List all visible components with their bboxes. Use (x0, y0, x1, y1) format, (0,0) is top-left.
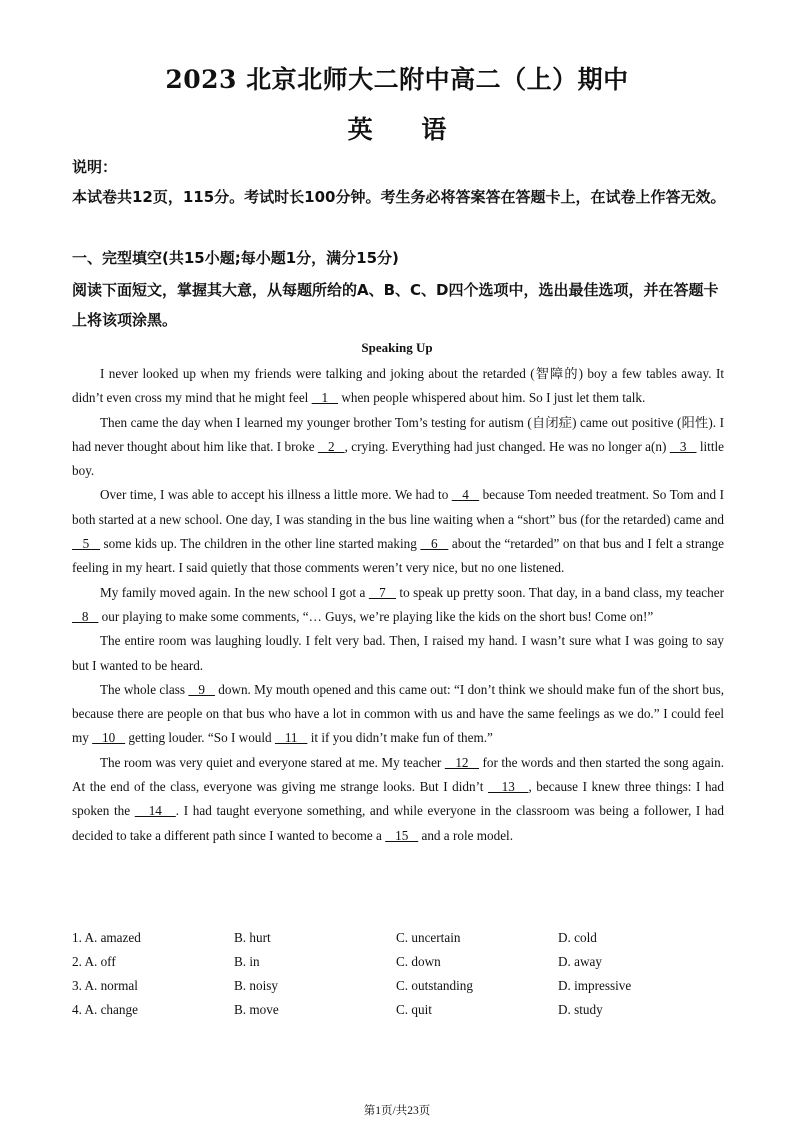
passage-title: Speaking Up (361, 340, 433, 355)
paragraph-1 (72, 362, 724, 411)
option-2d: D. away (558, 954, 602, 969)
option-4a: 4. A. change (72, 1002, 138, 1017)
option-3a: 3. A. normal (72, 978, 138, 993)
blank-13: 13 (487, 779, 529, 795)
notes-text: 本试卷共12页，115分。考试时长100分钟。考生务必将答案答在答题卡上，在试卷上作答无效。 (72, 188, 726, 206)
subject-title: 英 语 (347, 115, 447, 144)
answer-options (72, 926, 724, 1022)
option-2a: 2. A. off (72, 954, 116, 969)
blank-3: 3 (669, 438, 697, 454)
paragraph-4 (72, 581, 724, 630)
text-run: , because I knew three things: I had spoken the (72, 779, 724, 819)
exam-title: 2023 北京北师大二附中高二（上）期中 (165, 65, 629, 94)
paragraph-5 (72, 629, 724, 678)
text-run: for the words and then started the song again. At the end of the class, everyone was giving me strange looks. But I didn’t (72, 754, 724, 795)
blank-10: 10 (92, 730, 126, 746)
option-3d: D. impressive (558, 978, 632, 993)
text-run: getting louder. “So I would (125, 730, 275, 746)
paragraph-2 (72, 411, 724, 484)
text-run: it if you didn’t make fun of them.” (307, 730, 493, 746)
passage-body (72, 362, 724, 848)
blank-15: 15 (385, 827, 419, 843)
text-run: The whole class (100, 681, 189, 697)
option-4c: C. quit (396, 1002, 432, 1017)
text-run: when people whispered about him. So I just let them talk. (338, 390, 646, 406)
option-row-1 (72, 926, 724, 950)
blank-14: 14 (134, 803, 176, 819)
text-run: because Tom needed treatment. So Tom and I both started at a new school. One day, I was standing in the bus line waiting when a “short” bus (for the retarded) came and (72, 487, 724, 527)
blank-11: 11 (274, 730, 308, 746)
blank-5: 5 (72, 536, 100, 552)
paragraph-7 (72, 751, 724, 848)
blank-4: 4 (451, 487, 480, 503)
section-heading: 一、完型填空(共15小题;每小题1分，满分15分) (72, 249, 399, 267)
blank-1: 1 (311, 390, 339, 406)
text-run: to speak up pretty soon. That day, in a band class, my teacher (395, 584, 724, 600)
option-row-2 (72, 950, 724, 974)
blank-9: 9 (188, 681, 215, 697)
blank-6: 6 (420, 536, 449, 552)
option-2c: C. down (396, 954, 441, 969)
blank-12: 12 (444, 754, 479, 770)
blank-2: 2 (317, 438, 345, 454)
page-number: 第1页/共23页 (363, 1105, 431, 1117)
text-run: I never looked up when my friends were talking and joking about the retarded (智障的) boy a few tables away. It didn’t even cross my mind that he might feel (72, 366, 724, 406)
text-run: little boy. (72, 438, 725, 479)
option-1c: C. uncertain (396, 930, 461, 945)
notes-label: 说明： (72, 158, 118, 176)
text-run: and a role model. (418, 827, 514, 843)
option-2b: B. in (234, 954, 260, 969)
option-1b: B. hurt (234, 930, 271, 945)
text-run: about the “retarded” on that bus and I felt a strange feeling in my heart. I said quietly that those comments weren’t very nice, but no one listened. (72, 536, 724, 576)
text-run: Then came the day when I learned my younger brother Tom’s testing for autism (自闭症) came out positive (阳性). I had never thought about him like that. I broke (72, 414, 724, 454)
section-instruction: 阅读下面短文，掌握其大意，从每题所给的A、B、C、D四个选项中，选出最佳选项，并在答题卡上将该项涂黑。 (72, 281, 719, 329)
option-row-4 (72, 998, 724, 1022)
blank-8: 8 (72, 608, 99, 624)
text-run: . I had taught everyone something, and while everyone in the classroom was being a follower, I had decided to take a different path since I wanted to become a (72, 803, 724, 843)
option-1a: 1. A. amazed (72, 930, 141, 945)
text-run: My family moved again. In the new school I got a (100, 584, 369, 600)
option-4b: B. move (234, 1002, 279, 1017)
text-run: The entire room was laughing loudly. I felt very bad. Then, I raised my hand. I wasn’t sure what I was going to say but I wanted to be heard. (72, 633, 724, 673)
text-run: The room was very quiet and everyone stared at me. My teacher (100, 754, 445, 770)
paragraph-3 (72, 483, 724, 580)
paragraph-6 (72, 678, 724, 751)
option-3b: B. noisy (234, 978, 278, 993)
blank-7: 7 (368, 584, 396, 600)
text-run: some kids up. The children in the other line started making (99, 536, 421, 552)
option-4d: D. study (558, 1002, 603, 1017)
text-run: down. My mouth opened and this came out: “I don’t think we should make fun of the short bus, because there are people on that bus who have a lot in common with us and have the same feelings as we do.” I could feel my (72, 681, 725, 746)
option-1d: D. cold (558, 930, 597, 945)
option-3c: C. outstanding (396, 978, 473, 993)
text-run: Over time, I was able to accept his illness a little more. We had to (100, 487, 452, 503)
option-row-3 (72, 974, 724, 998)
text-run: , crying. Everything had just changed. He was no longer a(n) (344, 438, 670, 454)
text-run: our playing to make some comments, “… Guys, we’re playing like the kids on the short bus! Come on!” (98, 608, 654, 624)
